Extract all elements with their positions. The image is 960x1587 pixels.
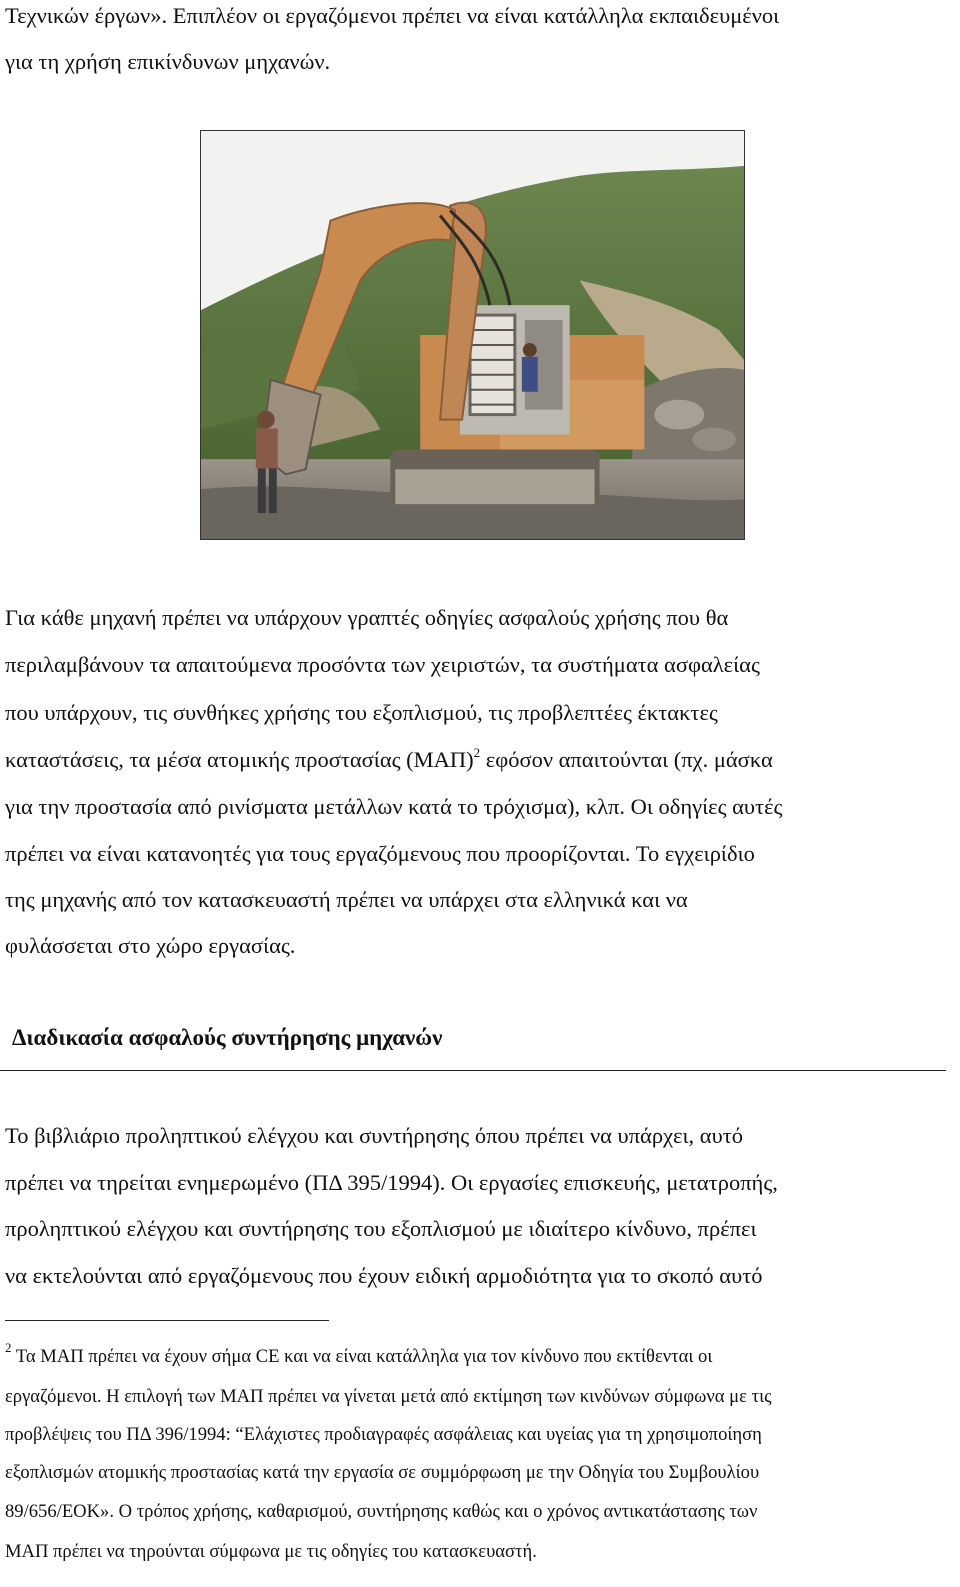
footnote-line-2: εργαζόμενοι. Η επιλογή των ΜΑΠ πρέπει να γίνεται μετά από εκτίμηση των κινδύνων σύμφωνα με τις: [5, 1386, 772, 1407]
footnote-line-1: [5, 1340, 713, 1369]
paragraph-1-line-6: πρέπει να είναι κατανοητές για τους εργαζόμενους που προορίζονται. Το εγχειρίδιο: [5, 841, 755, 866]
footnote-reference[interactable]: 2: [473, 745, 481, 760]
footnote-line-1-text: Τα ΜΑΠ πρέπει να έχουν σήμα CE και να είναι κατάλληλα για τον κίνδυνο που εκτίθενται οι: [11, 1346, 713, 1367]
intro-line-2: για τη χρήση επικίνδυνων μηχανών.: [5, 49, 331, 74]
paragraph-2-line-2: πρέπει να τηρείται ενημερωμένο (ΠΔ 395/1994). Οι εργασίες επισκευής, μετατροπής,: [5, 1170, 778, 1195]
paragraph-1-line-4: [5, 746, 773, 774]
paragraph-1-line-4-start: καταστάσεις, τα μέσα ατομικής προστασίας (ΜΑΠ): [5, 747, 474, 772]
paragraph-2-line-3: προληπτικού ελέγχου και συντήρησης του εξοπλισμού με ιδιαίτερο κίνδυνο, πρέπει: [5, 1216, 757, 1241]
heading-rule: [0, 1070, 946, 1071]
excavator-photo: [200, 130, 745, 540]
footnote-mark: 2: [5, 1340, 12, 1355]
paragraph-1-line-1: Για κάθε μηχανή πρέπει να υπάρχουν γραπτές οδηγίες ασφαλούς χρήσης που θα: [5, 605, 729, 630]
footnote-line-4: εξοπλισμών ατομικής προστασίας κατά την εργασία σε συμμόρφωση με την Οδηγία του Συμβουλίου: [5, 1462, 760, 1483]
footnote-line-6: ΜΑΠ πρέπει να τηρούνται σύμφωνα με τις οδηγίες του κατασκευαστή.: [5, 1541, 537, 1562]
paragraph-2-line-4: να εκτελούνται από εργαζόμενους που έχουν ειδική αρμοδιότητα για το σκοπό αυτό: [5, 1263, 763, 1288]
paragraph-1-line-4-end: εφόσον απαιτούνται (πχ. μάσκα: [480, 747, 773, 772]
paragraph-1-line-3: που υπάρχουν, τις συνθήκες χρήσης του εξοπλισμού, τις προβλεπτέες έκτακτες: [5, 700, 718, 725]
footnote-separator: [5, 1320, 329, 1321]
paragraph-2-line-1: Το βιβλιάριο προληπτικού ελέγχου και συντήρησης όπου πρέπει να υπάρχει, αυτό: [5, 1123, 744, 1148]
paragraph-1-line-8: φυλάσσεται στο χώρο εργασίας.: [5, 933, 296, 958]
paragraph-1-line-2: περιλαμβάνουν τα απαιτούμενα προσόντα των χειριστών, τα συστήματα ασφαλείας: [5, 652, 760, 677]
paragraph-1-line-7: της μηχανής από τον κατασκευαστή πρέπει να υπάρχει στα ελληνικά και να: [5, 887, 688, 912]
footnote-line-5: 89/656/ΕΟΚ». Ο τρόπος χρήσης, καθαρισμού, συντήρησης καθώς και ο χρόνος αντικατάστασης των: [5, 1501, 758, 1522]
section-heading: Διαδικασία ασφαλούς συντήρησης μηχανών: [12, 1025, 443, 1050]
paragraph-1-line-5: για την προστασία από ρινίσματα μετάλλων κατά το τρόχισμα), κλπ. Οι οδηγίες αυτές: [5, 794, 783, 819]
intro-line-1: Τεχνικών έργων». Επιπλέον οι εργαζόμενοι πρέπει να είναι κατάλληλα εκπαιδευμένοι: [5, 3, 780, 28]
excavator-photo-icon: [201, 131, 744, 539]
footnote-line-3: προβλέψεις του ΠΔ 396/1994: “Ελάχιστες προδιαγραφές ασφάλειας και υγείας για τη χρησιμοποίηση: [5, 1424, 762, 1445]
